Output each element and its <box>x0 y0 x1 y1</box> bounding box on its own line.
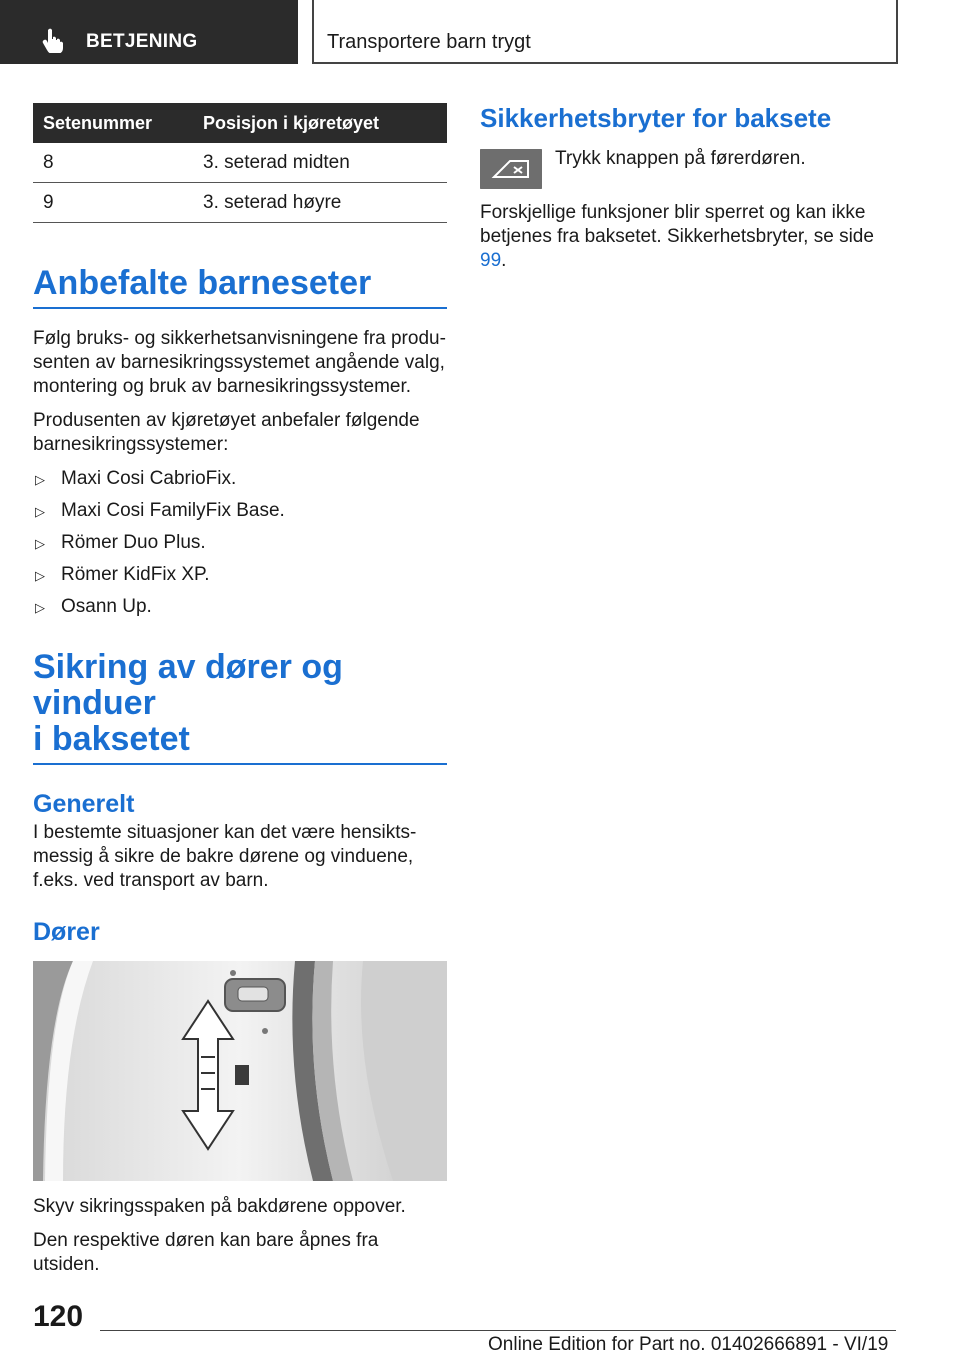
page-number: 120 <box>33 1300 84 1333</box>
doors-text-1: Skyv sikringsspaken på bakdørene oppover. <box>33 1196 406 1217</box>
triangle-bullet-icon: ▷ <box>35 536 45 551</box>
chapter-tab <box>312 0 898 64</box>
list-item: ▷ Römer Duo Plus. <box>33 531 447 555</box>
list-item: ▷ Maxi Cosi FamilyFix Base. <box>33 499 447 523</box>
hand-pointer-icon <box>40 27 66 53</box>
general-heading: Generelt <box>33 790 135 818</box>
table-cell: 9 <box>33 183 193 223</box>
doors-heading: Dører <box>33 918 100 946</box>
triangle-bullet-icon: ▷ <box>35 504 45 519</box>
recommended-para-2: Produsenten av kjøretøyet anbefaler følgende barnesikringssystemer: <box>33 410 420 455</box>
recommended-para-1: Følg bruks- og sikkerhetsanvisningene fra produ-senten av barnesikringssystemet angående valg, montering og bruk av barnesikringssystemer. <box>33 328 446 397</box>
triangle-bullet-icon: ▷ <box>35 568 45 583</box>
right-column <box>480 103 900 271</box>
triangle-bullet-icon: ▷ <box>35 472 45 487</box>
window-lock-button-icon <box>480 149 542 189</box>
chapter-title: Transportere barn trygt <box>327 31 531 53</box>
table-cell: 3. seterad midten <box>193 143 447 183</box>
section-title: BETJENING <box>86 31 198 52</box>
edition-info: Online Edition for Part no. 01402666891 - VI/19 <box>488 1334 889 1355</box>
seat-table <box>33 103 447 223</box>
table-header: Setenummer <box>33 103 193 143</box>
rear-switch-instruction: Trykk knappen på førerdøren. <box>555 148 806 169</box>
general-text: I bestemte situasjoner kan det være hensikts-messig å sikre de bakre dørene og vinduene, f.eks. ved transport av barn. <box>33 822 417 891</box>
recommended-heading: Anbefalte barneseter <box>33 265 447 309</box>
left-column <box>33 103 447 1277</box>
rear-switch-text: Forskjellige funksjoner blir sperret og kan ikke betjenes fra baksetet. Sikkerhetsbryter, se side 99. <box>480 202 874 271</box>
triangle-bullet-icon: ▷ <box>35 600 45 615</box>
seat-recommendation-list <box>33 467 447 619</box>
list-item: ▷ Römer KidFix XP. <box>33 563 447 587</box>
table-row <box>33 143 447 183</box>
page-header <box>0 0 960 66</box>
table-cell: 8 <box>33 143 193 183</box>
list-item: ▷ Maxi Cosi CabrioFix. <box>33 467 447 491</box>
table-cell: 3. seterad høyre <box>193 183 447 223</box>
section-tab <box>0 0 298 64</box>
door-lock-illustration <box>33 961 447 1181</box>
footer-divider <box>100 1330 896 1331</box>
rear-switch-heading: Sikkerhetsbryter for baksete <box>480 103 832 133</box>
doors-text-2: Den respektive døren kan bare åpnes fra utsiden. <box>33 1230 379 1275</box>
securing-heading: Sikring av dører og vinduer i baksetet <box>33 649 447 765</box>
list-item: ▷ Osann Up. <box>33 595 447 619</box>
table-header-row <box>33 103 447 143</box>
page-reference-link[interactable]: 99 <box>480 250 502 271</box>
table-row <box>33 183 447 223</box>
table-header: Posisjon i kjøretøyet <box>193 103 447 143</box>
